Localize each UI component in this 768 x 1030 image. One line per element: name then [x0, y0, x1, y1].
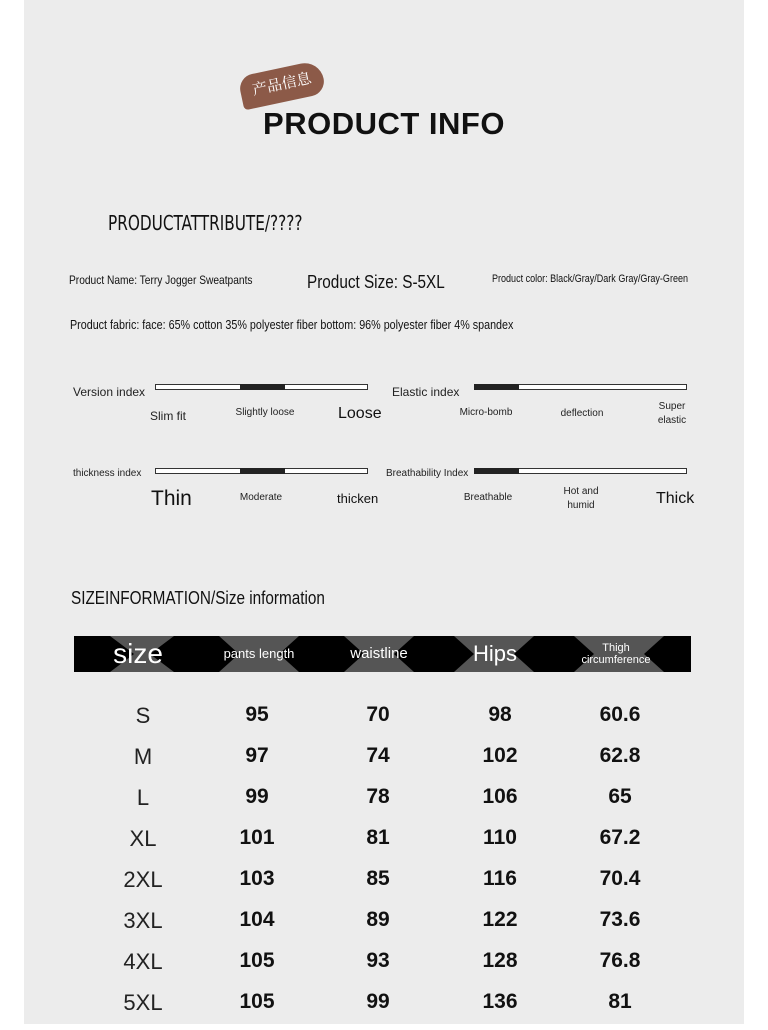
col-size: size — [113, 638, 163, 669]
elastic-scale-mid: deflection — [560, 408, 604, 419]
thickness-scale-low: Thin — [151, 487, 192, 510]
breathability-index-fill — [474, 468, 519, 474]
page-title: PRODUCT INFO — [263, 106, 505, 141]
elastic-scale-high: Super elastic — [657, 401, 687, 426]
thigh-cell: 81 — [608, 990, 632, 1013]
size-cell: XL — [129, 826, 157, 851]
breathability-scale-low: Breathable — [463, 492, 513, 503]
size-cell: 5XL — [123, 990, 163, 1015]
pants-length-cell: 105 — [239, 949, 275, 972]
hips-cell: 102 — [482, 744, 518, 767]
version-index-fill — [240, 384, 285, 390]
breathability-index-bar — [474, 468, 687, 474]
attribute-heading: PRODUCTATTRIBUTE/???? — [108, 211, 303, 235]
elastic-index-fill — [474, 384, 519, 390]
hips-cell: 110 — [483, 826, 517, 849]
elastic-index-bar — [474, 384, 687, 390]
pants-length-cell: 99 — [245, 785, 269, 808]
breathability-scale-mid: Hot and humid — [563, 486, 599, 511]
waistline-cell: 85 — [366, 867, 390, 890]
waistline-cell: 70 — [366, 703, 390, 726]
size-cell: 3XL — [123, 908, 163, 933]
breathability-scale-high: Thick — [656, 490, 695, 507]
version-index-bar — [155, 384, 368, 390]
size-cell: L — [136, 785, 150, 810]
thickness-index-fill — [240, 468, 285, 474]
size-cell: 4XL — [123, 949, 163, 974]
version-scale-low: Slim fit — [150, 409, 186, 423]
hips-cell: 116 — [483, 867, 517, 890]
pants-length-cell: 104 — [239, 908, 275, 931]
hips-cell: 128 — [482, 949, 518, 972]
version-index-label: Version index — [73, 385, 146, 399]
table-row — [0, 908, 768, 948]
table-row — [0, 826, 768, 866]
version-scale-mid: Slightly loose — [235, 407, 295, 418]
version-scale-high: Loose — [338, 405, 382, 422]
pants-length-cell: 105 — [239, 990, 275, 1013]
table-row — [0, 744, 768, 784]
product-fabric: Product fabric: face: 65% cotton 35% polyester fiber bottom: 96% polyester fiber 4% spandex — [70, 318, 514, 332]
table-row — [0, 867, 768, 907]
thickness-scale-high: thicken — [337, 491, 379, 506]
thigh-cell: 60.6 — [599, 703, 641, 726]
pants-length-cell: 97 — [245, 744, 269, 767]
hips-cell: 122 — [482, 908, 518, 931]
thigh-cell: 76.8 — [599, 949, 641, 972]
size-cell: 2XL — [123, 867, 163, 892]
hips-cell: 106 — [482, 785, 518, 808]
waistline-cell: 81 — [366, 826, 390, 849]
hips-cell: 98 — [488, 703, 512, 726]
product-size: Product Size: S-5XL — [307, 272, 445, 292]
waistline-cell: 99 — [366, 990, 390, 1013]
col-waistline: waistline — [350, 645, 408, 662]
table-row — [0, 949, 768, 989]
elastic-scale-low: Micro-bomb — [459, 407, 513, 418]
thigh-cell: 62.8 — [599, 744, 641, 767]
table-row — [0, 785, 768, 825]
col-hips: Hips — [472, 641, 517, 666]
waistline-cell: 74 — [366, 744, 390, 767]
product-color: Product color: Black/Gray/Dark Gray/Gray-Green — [492, 273, 688, 285]
product-name: Product Name: Terry Jogger Sweatpants — [69, 273, 253, 287]
elastic-index-label: Elastic index — [392, 385, 460, 399]
pants-length-cell: 95 — [245, 703, 269, 726]
size-table-header — [74, 636, 691, 672]
waistline-cell: 93 — [366, 949, 390, 972]
pants-length-cell: 103 — [239, 867, 275, 890]
thigh-cell: 73.6 — [599, 908, 641, 931]
thickness-scale-mid: Moderate — [239, 492, 283, 503]
col-thigh: Thigh circumference — [581, 642, 651, 666]
pants-length-cell: 101 — [239, 826, 275, 849]
chinese-badge: 产品信息 — [237, 60, 326, 111]
col-pants-length: pants length — [223, 646, 295, 661]
thickness-index-label: thickness index — [73, 468, 142, 479]
waistline-cell: 78 — [366, 785, 390, 808]
breathability-index-label: Breathability Index — [386, 468, 469, 479]
table-row — [0, 703, 768, 743]
size-cell: M — [133, 744, 153, 769]
hips-cell: 136 — [482, 990, 518, 1013]
thigh-cell: 67.2 — [599, 826, 641, 849]
thigh-cell: 65 — [608, 785, 632, 808]
table-row — [0, 990, 768, 1030]
size-info-heading: SIZEINFORMATION/Size information — [71, 588, 325, 608]
thickness-index-bar — [155, 468, 368, 474]
size-cell: S — [135, 703, 151, 728]
waistline-cell: 89 — [366, 908, 390, 931]
thigh-cell: 70.4 — [599, 867, 641, 890]
